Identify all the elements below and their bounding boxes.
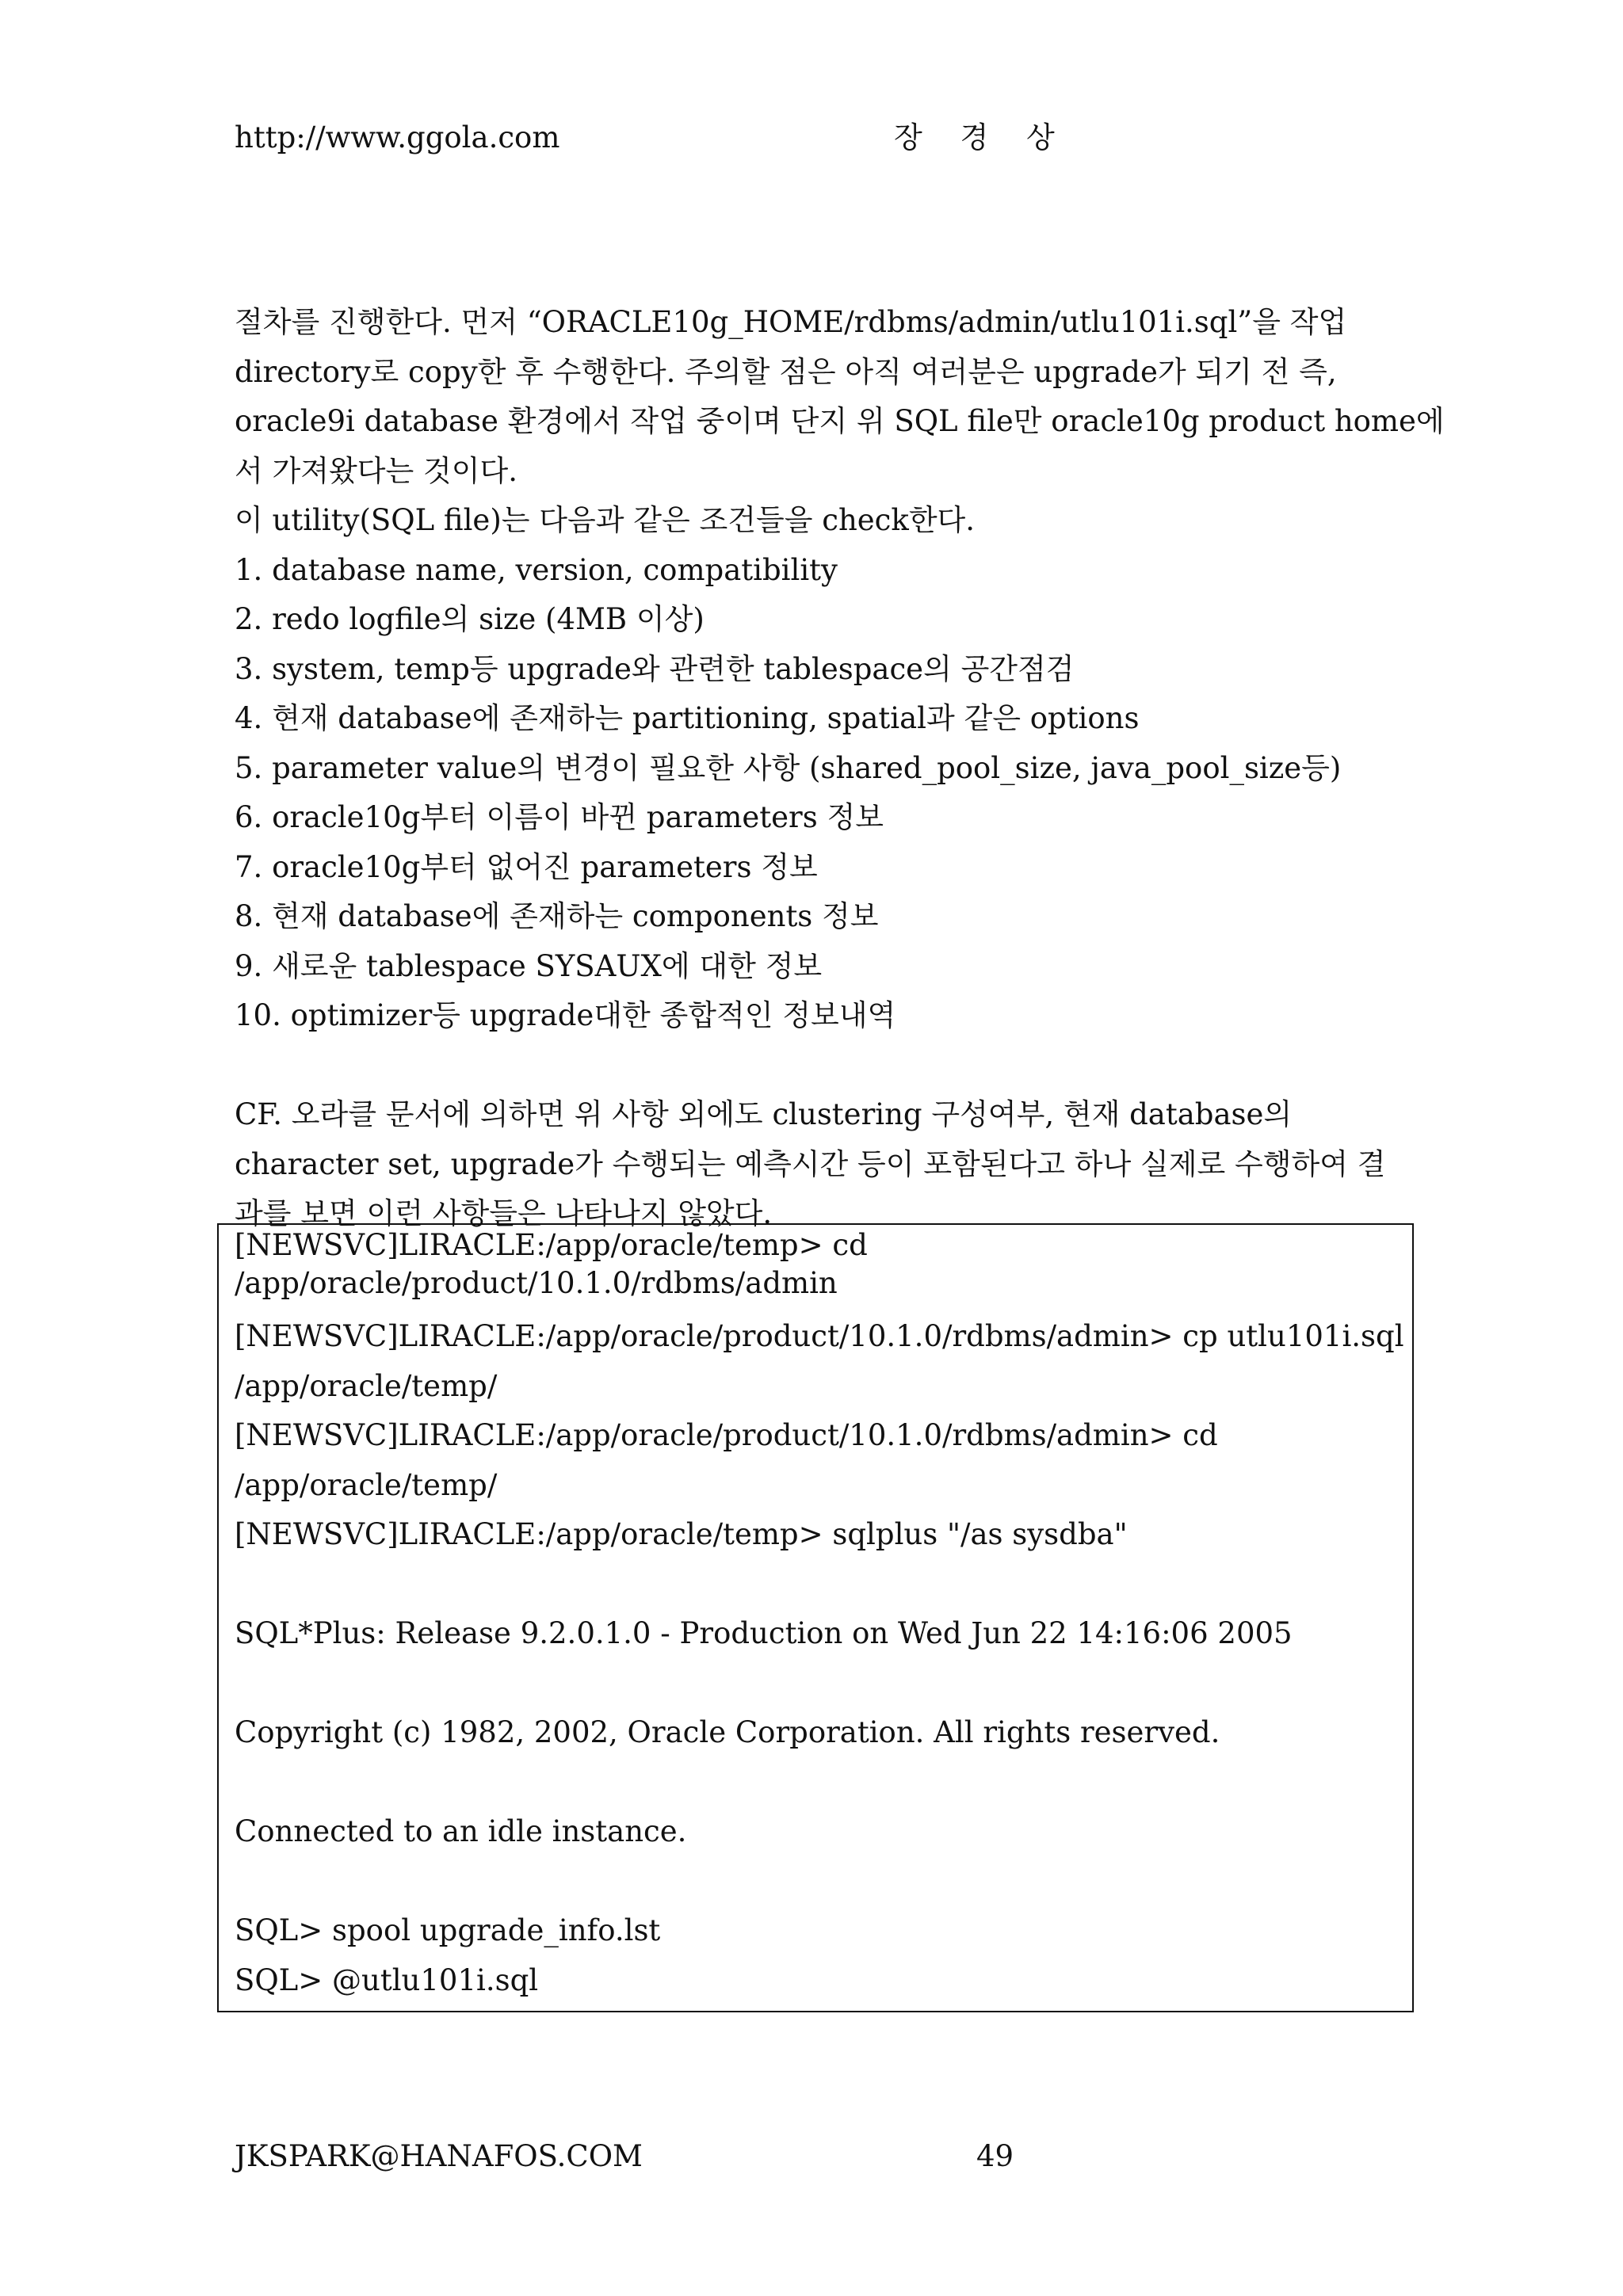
code-line [235,1659,1392,1709]
paragraph-line: oracle9i database 환경에서 작업 중이며 단지 위 SQL file만 oracle10g product home에 [235,404,1445,438]
code-line [235,1560,1392,1610]
note-line: CF. 오라클 문서에 의하면 위 사항 외에도 clustering 구성여부, 현재 database의 [235,1097,1293,1131]
condition-item: 1. database name, version, compatibility [235,552,838,587]
condition-item: 6. oracle10g부터 이름이 바뀐 parameters 정보 [235,800,884,834]
code-line [235,1758,1392,1808]
code-line: Copyright (c) 1982, 2002, Oracle Corporation. All rights reserved. [235,1715,1220,1749]
paragraph-line: 서 가져왔다는 것이다. [235,453,517,488]
code-line: [NEWSVC]LIRACLE:/app/oracle/product/10.1.0/rdbms/admin> cd [235,1418,1218,1452]
condition-item: 3. system, temp등 upgrade와 관련한 tablespace의 공간점검 [235,651,1075,686]
condition-item: 8. 현재 database에 존재하는 components 정보 [235,899,879,933]
condition-item: 7. oracle10g부터 없어진 parameters 정보 [235,849,818,884]
paragraph-line: directory로 copy한 후 수행한다. 주의할 점은 아직 여러분은 upgrade가 되기 전 즉, [235,354,1337,389]
body-text [235,298,1445,1239]
code-line: [NEWSVC]LIRACLE:/app/oracle/temp> sqlplus "/as sysdba" [235,1517,1128,1551]
condition-item: 4. 현재 database에 존재하는 partitioning, spatial과 같은 options [235,701,1140,735]
condition-item: 5. parameter value의 변경이 필요한 사항 (shared_pool_size, java_pool_size등) [235,750,1342,785]
header-author: 장 경 상 [894,120,1069,154]
header-url: http://www.ggola.com [235,120,560,154]
code-line: [NEWSVC]LIRACLE:/app/oracle/product/10.1.0/rdbms/admin> cp utlu101i.sql [235,1319,1404,1353]
code-line: Connected to an idle instance. [235,1814,687,1848]
paragraph-line: 절차를 진행한다. 먼저 “ORACLE10g_HOME/rdbms/admin/utlu101i.sql”을 작업 [235,305,1347,339]
code-listing [235,1226,1404,2005]
condition-item: 2. redo logfile의 size (4MB 이상) [235,602,705,636]
code-line: [NEWSVC]LIRACLE:/app/oracle/temp> cd [235,1228,868,1262]
condition-item: 10. optimizer등 upgrade대한 종합적인 정보내역 [235,998,896,1032]
code-line: SQL> @utlu101i.sql [235,1962,539,1997]
note-line: character set, upgrade가 수행되는 예측시간 등이 포함된다고 하나 실제로 수행하여 결 [235,1146,1386,1181]
paragraph-line: 이 utility(SQL file)는 다음과 같은 조건들을 check한다. [235,503,976,537]
code-line: /app/oracle/product/10.1.0/rdbms/admin [235,1266,838,1300]
footer-email: JKSPARK@HANAFOS.COM [235,2139,643,2173]
code-line [235,1857,1392,1907]
code-line: SQL> spool upgrade_info.lst [235,1913,661,1947]
code-line: /app/oracle/temp/ [235,1467,498,1502]
code-line: SQL*Plus: Release 9.2.0.1.0 - Production on Wed Jun 22 14:16:06 2005 [235,1616,1293,1650]
paragraph-spacer [235,1041,1400,1091]
page-number: 49 [976,2139,1014,2173]
code-line: /app/oracle/temp/ [235,1368,498,1403]
condition-item: 9. 새로운 tablespace SYSAUX에 대한 정보 [235,948,823,983]
note-line: 과를 보면 이런 사항들은 나타나지 않았다. [235,1196,773,1230]
